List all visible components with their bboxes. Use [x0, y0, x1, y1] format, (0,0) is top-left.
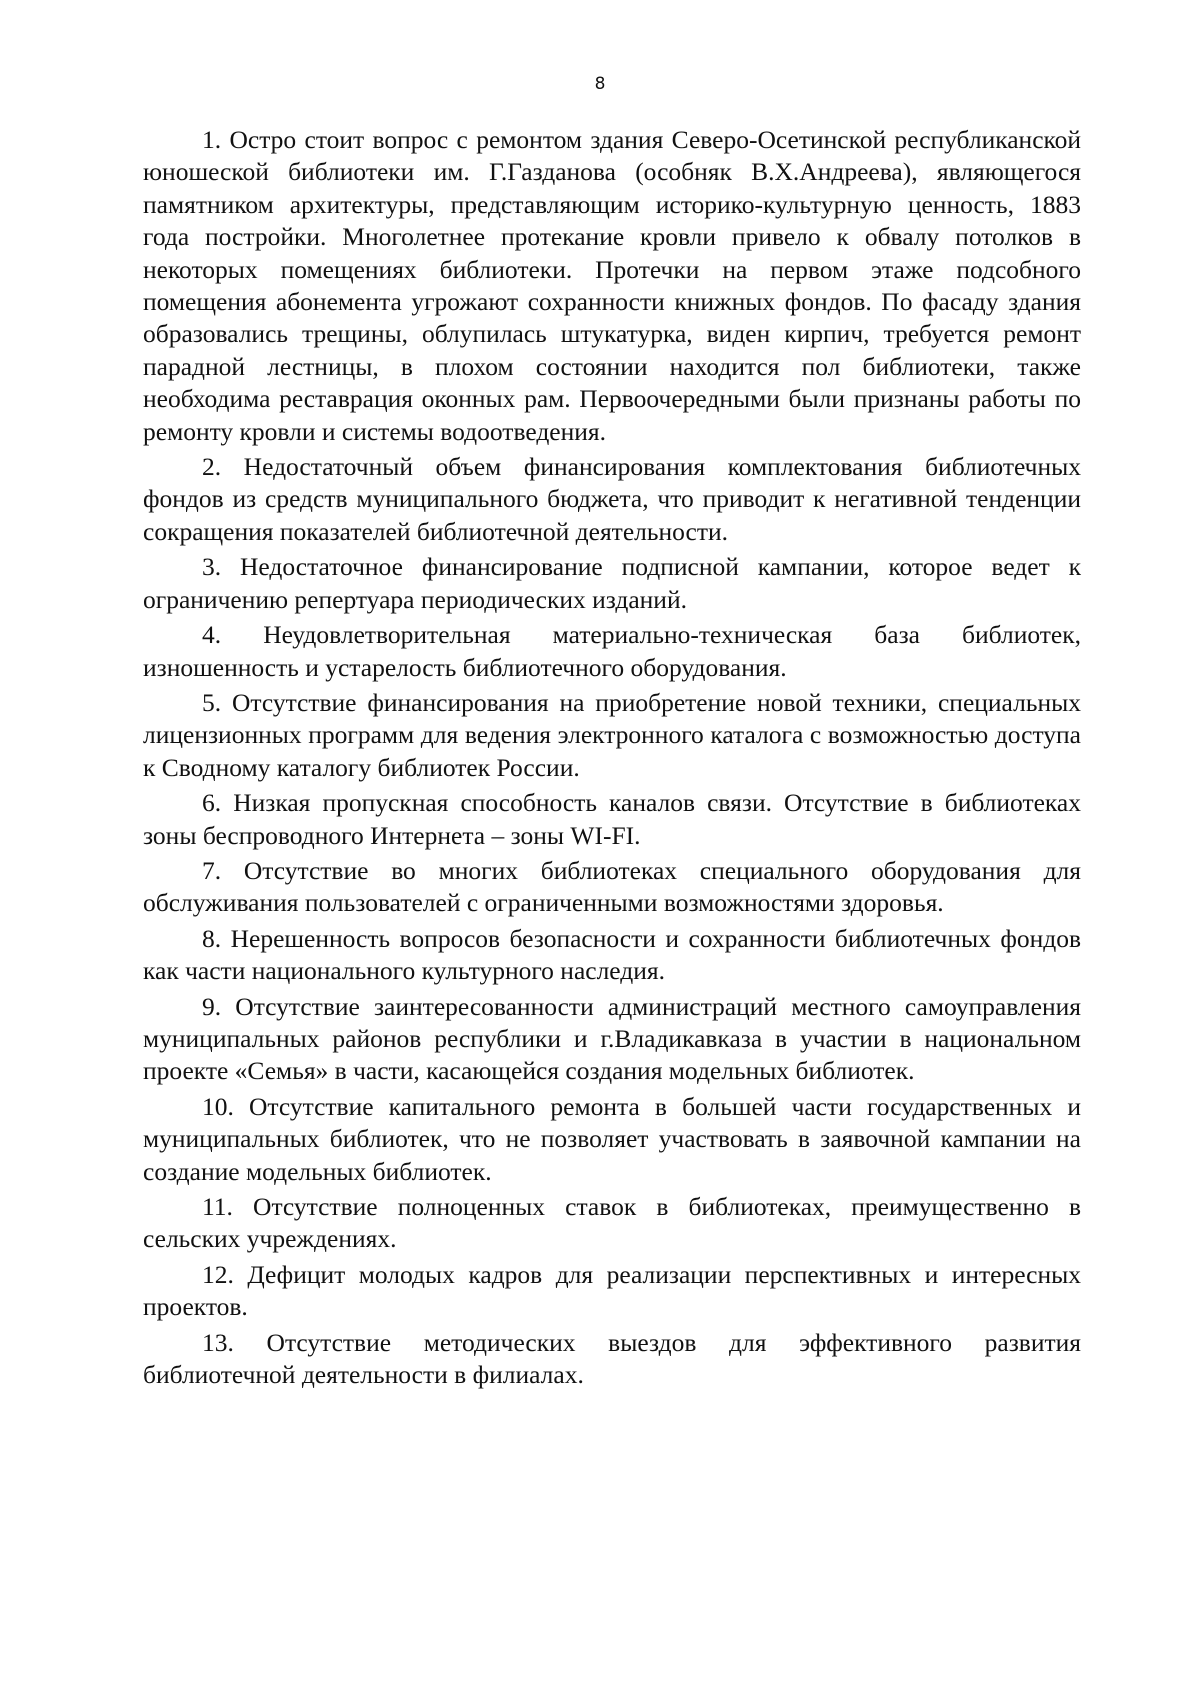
page-number: 8 [594, 74, 606, 94]
document-body [143, 124, 1081, 1394]
list-item-1: 1. Остро стоит вопрос с ремонтом здания Северо-Осетинской республиканской юношеской библиотеки им. Г.Газданова (особняк В.Х.Андреева), являющегося памятником архитектуры, представляющим историко-культурную ценность, 1883 года постройки. Многолетнее протекание кровли привело к обвалу потолков в некоторых помещениях библиотеки. Протечки на первом этаже подсобного помещения абонемента угрожают сохранности книжных фондов. По фасаду здания образовались трещины, облупилась штукатурка, виден кирпич, требуется ремонт парадной лестницы, в плохом состоянии находится пол библиотеки, также необходима реставрация оконных рам. Первоочередными были признаны работы по ремонту кровли и системы водоотведения. [143, 125, 1081, 446]
list-item-8: 8. Нерешенность вопросов безопасности и сохранности библиотечных фондов как части национального культурного наследия. [143, 923, 1081, 986]
list-item-12: 12. Дефицит молодых кадров для реализации перспективных и интересных проектов. [143, 1259, 1081, 1322]
list-item-3: 3. Недостаточное финансирование подписной кампании, которое ведет к ограничению репертуара периодических изданий. [143, 552, 1081, 614]
list-item-6: 6. Низкая пропускная способность каналов связи. Отсутствие в библиотеках зоны беспроводного Интернета – зоны WI-FI. [143, 788, 1081, 850]
list-item-9: 9. Отсутствие заинтересованности администраций местного самоуправления муниципальных районов республики и г.Владикавказа в участии в национальном проекте «Семья» в части, касающейся создания модельных библиотек. [143, 991, 1081, 1086]
list-item-10: 10. Отсутствие капитального ремонта в большей части государственных и муниципальных библиотек, что не позволяет участвовать в заявочной кампании на создание модельных библиотек. [143, 1091, 1081, 1186]
list-item-4: 4. Неудовлетворительная материально-техническая база библиотек, изношенность и устарелость библиотечного оборудования. [143, 620, 1081, 682]
list-item-2: 2. Недостаточный объем финансирования комплектования библиотечных фондов из средств муниципального бюджета, что приводит к негативной тенденции сокращения показателей библиотечной деятельности. [143, 452, 1081, 546]
list-item-13: 13. Отсутствие методических выездов для эффективного развития библиотечной деятельности в филиалах. [143, 1327, 1081, 1390]
list-item-7: 7. Отсутствие во многих библиотеках специального оборудования для обслуживания пользователей с ограниченными возможностями здоровья. [143, 855, 1081, 918]
list-item-11: 11. Отсутствие полноценных ставок в библиотеках, преимущественно в сельских учреждениях. [143, 1192, 1081, 1254]
list-item-5: 5. Отсутствие финансирования на приобретение новой техники, специальных лицензионных программ для ведения электронного каталога с возможностью доступа к Сводному каталогу библиотек России. [143, 687, 1081, 782]
